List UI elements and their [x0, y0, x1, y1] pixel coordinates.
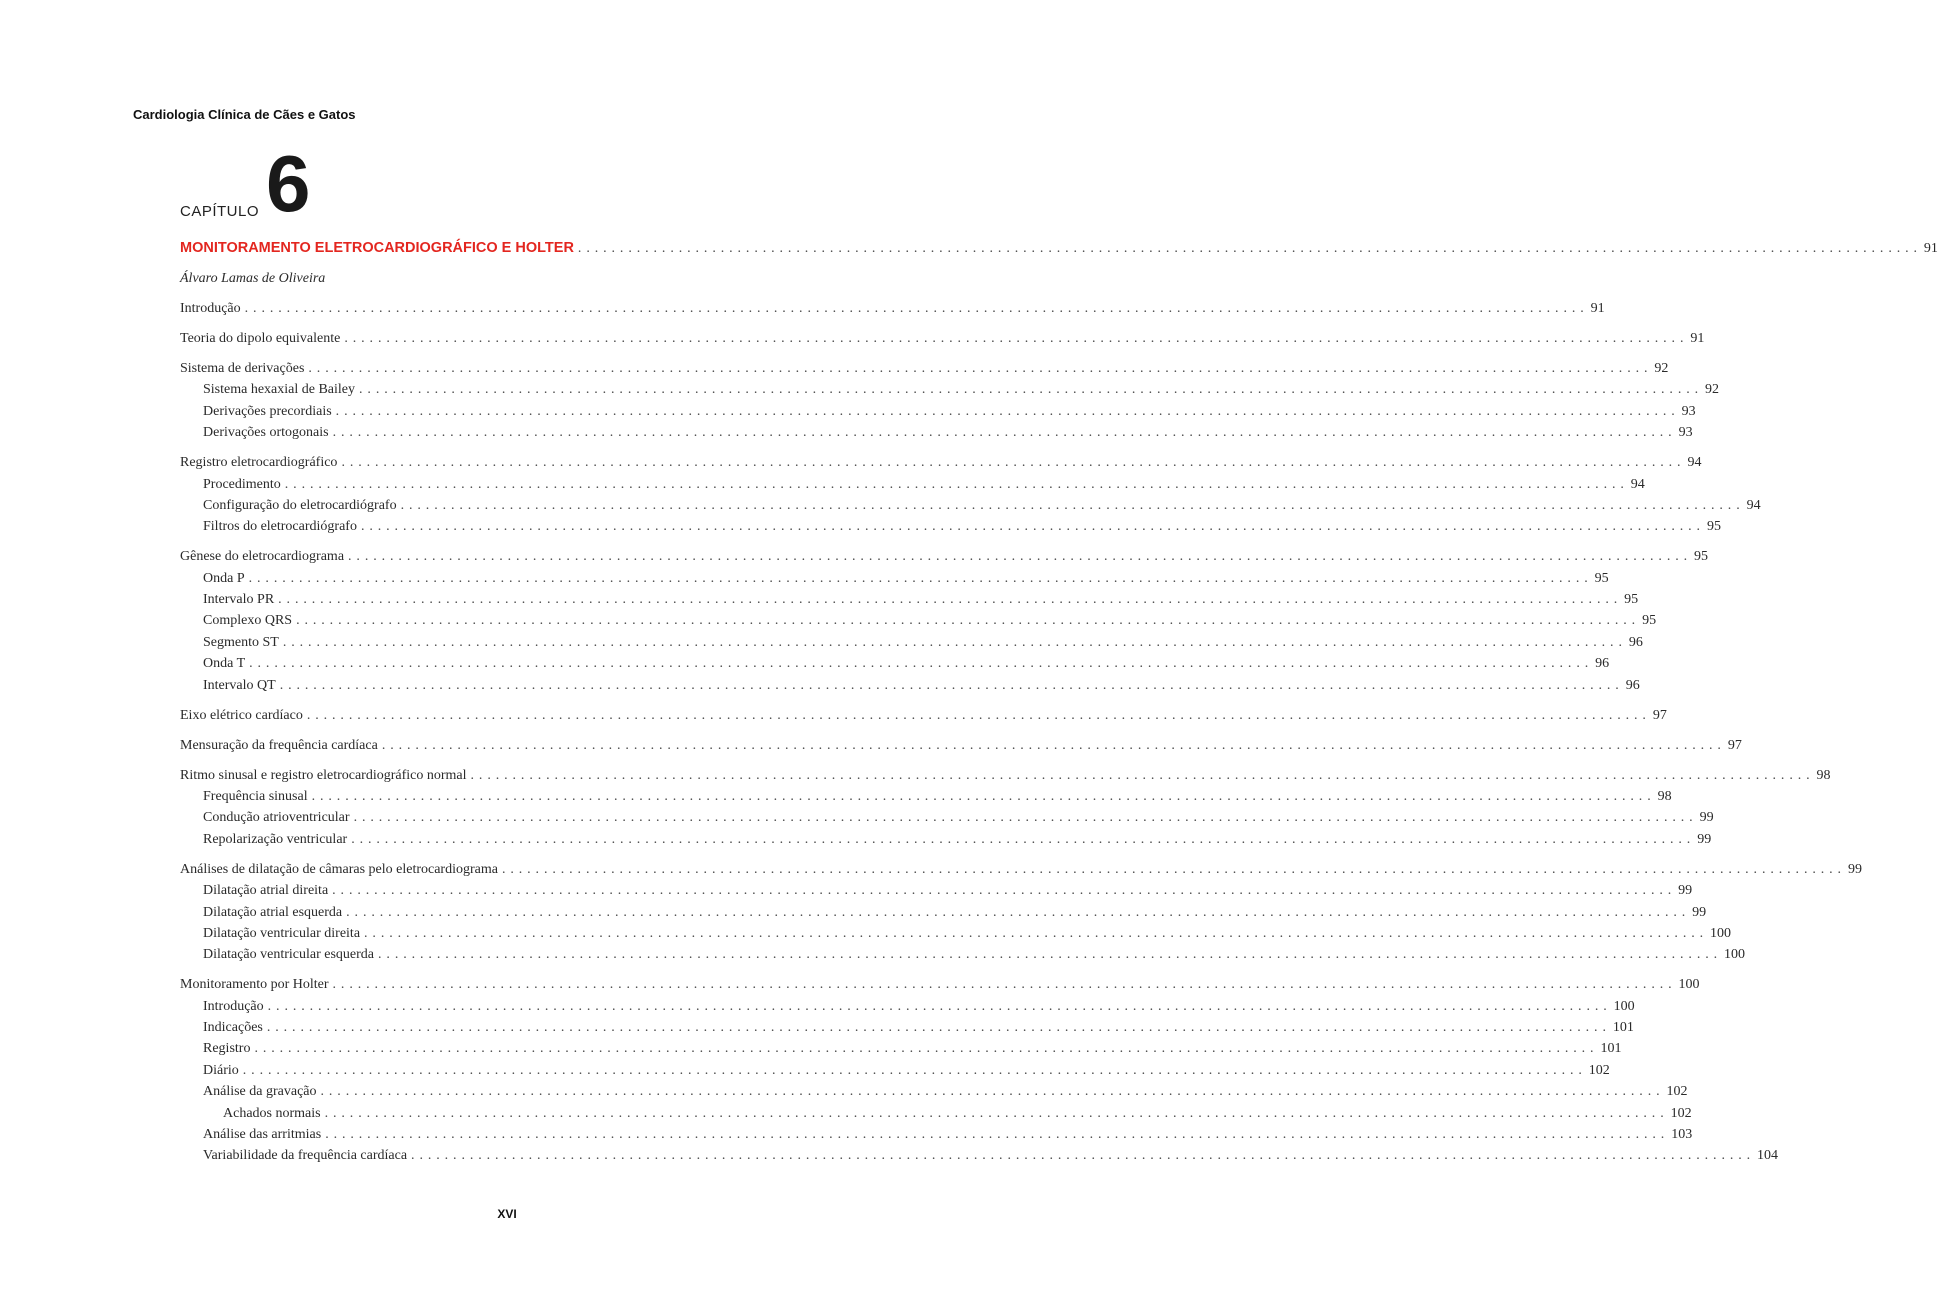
dot-leader: ................................................................................................................................................................ [378, 947, 1723, 963]
toc-entry-page: 101 [1612, 1020, 1634, 1036]
toc-entry-page: 99 [1678, 883, 1693, 899]
toc-entry-page: 93 [1678, 425, 1693, 441]
toc-entry-page: 99 [1692, 904, 1707, 920]
toc-entry-label: Variabilidade da frequência cardíaca [203, 1148, 408, 1164]
toc-entry-label: Condução atrioventricular [203, 810, 350, 826]
toc-entry-label: Análise da gravação [203, 1084, 317, 1100]
dot-leader: ................................................................................................................................................................ [332, 977, 1677, 993]
toc-entry[interactable] [180, 1020, 1634, 1041]
dot-leader: ................................................................................................................................................................ [244, 301, 1589, 316]
toc-entry[interactable] [180, 977, 1700, 998]
toc-entry[interactable] [180, 592, 1639, 613]
dot-leader: ................................................................................................................................................................ [266, 1020, 1611, 1036]
toc-entry[interactable] [180, 998, 1635, 1020]
chapter-title: MONITORAMENTO ELETROCARDIOGRÁFICO E HOLTER [180, 240, 574, 256]
dot-leader: ................................................................................................................................................................ [332, 883, 1677, 899]
toc-entry[interactable] [180, 677, 1640, 699]
toc-entry-page: 102 [1666, 1084, 1688, 1100]
dot-leader: ................................................................................................................................................................ [279, 677, 1624, 693]
chapter-author: Álvaro Lamas de Oliveira [180, 271, 326, 286]
toc-entry[interactable] [180, 904, 1707, 926]
toc-entry-label: Análise das arritmias [203, 1127, 322, 1143]
toc-entry[interactable] [180, 1041, 1622, 1062]
toc-entry[interactable] [180, 476, 1645, 498]
toc-entry-page: 97 [1652, 707, 1667, 723]
toc-entry-page: 96 [1628, 634, 1643, 650]
toc-entry[interactable] [180, 1127, 1693, 1148]
toc-entry[interactable] [180, 925, 1732, 947]
toc-entry[interactable] [180, 737, 1742, 759]
toc-entry-label: Dilatação atrial direita [203, 883, 329, 899]
toc-entry-page: 102 [1670, 1105, 1692, 1121]
toc-entry[interactable] [180, 301, 1605, 322]
toc-entry[interactable] [180, 831, 1712, 853]
dot-leader: ................................................................................................................................................................ [249, 656, 1594, 672]
toc-entry-label: Sistema de derivações [180, 360, 305, 376]
dot-leader: ................................................................................................................................................................ [332, 425, 1677, 441]
dot-leader: ................................................................................................................................................................ [470, 767, 1815, 783]
dot-leader: ................................................................................................................................................................ [351, 831, 1696, 847]
dot-leader: ................................................................................................................................................................ [284, 476, 1629, 492]
dot-leader: ................................................................................................................................................................ [346, 904, 1691, 920]
toc-entry-page: 98 [1816, 767, 1831, 783]
toc-entry[interactable] [180, 497, 1761, 519]
dot-leader: ................................................................................................................................................................ [311, 788, 1656, 804]
toc-entry[interactable] [180, 360, 1669, 382]
toc-entry-label: Onda P [203, 570, 245, 586]
toc-entry-label: Intervalo QT [203, 677, 276, 693]
toc-entry-label: Dilatação ventricular direita [203, 925, 361, 941]
toc-entry[interactable] [180, 519, 1721, 540]
toc-entry-page: 100 [1678, 977, 1700, 993]
toc-entry-page: 93 [1681, 403, 1696, 419]
chapter-title-page: 91 [1923, 241, 1938, 256]
toc-entry-page: 95 [1624, 592, 1639, 608]
dot-leader: ................................................................................................................................................................ [278, 592, 1623, 608]
table-of-contents [180, 240, 1938, 1170]
chapter-word: CAPÍTULO [180, 203, 260, 220]
toc-entry[interactable] [180, 613, 1657, 634]
toc-entry-page: 92 [1705, 382, 1720, 398]
toc-entry-page: 95 [1694, 549, 1709, 565]
toc-entry-page: 96 [1595, 656, 1610, 672]
dot-leader: ................................................................................................................................................................ [348, 549, 1693, 565]
chapter-title-row[interactable] [180, 240, 1938, 262]
dot-leader: ................................................................................................................................................................ [248, 570, 1593, 586]
toc-entry-label: Onda T [203, 656, 246, 672]
toc-entry[interactable] [180, 403, 1696, 425]
toc-entry-label: Repolarização ventricular [203, 831, 348, 847]
toc-entry-label: Registro eletrocardiográfico [180, 455, 338, 471]
dot-leader: ................................................................................................................................................................ [353, 810, 1698, 826]
dot-leader: ................................................................................................................................................................ [577, 241, 1922, 256]
toc-entry-page: 101 [1600, 1041, 1622, 1057]
dot-leader: ................................................................................................................................................................ [341, 455, 1686, 471]
toc-entry-page: 95 [1594, 570, 1609, 586]
toc-entry-label: Configuração do eletrocardiógrafo [203, 497, 397, 513]
toc-entry-label: Derivações precordiais [203, 403, 332, 419]
toc-entry-page: 100 [1613, 998, 1635, 1014]
toc-entry[interactable] [180, 767, 1831, 789]
dot-leader: ................................................................................................................................................................ [335, 403, 1680, 419]
toc-entry-page: 94 [1630, 476, 1645, 492]
toc-entry[interactable] [180, 1105, 1692, 1127]
toc-entry-label: Eixo elétrico cardíaco [180, 707, 303, 723]
toc-entry-page: 94 [1687, 455, 1702, 471]
toc-entry-page: 98 [1657, 788, 1672, 804]
toc-entry-page: 91 [1590, 301, 1605, 316]
toc-entry-label: Procedimento [203, 476, 281, 492]
toc-entry[interactable] [180, 810, 1714, 831]
dot-leader: ................................................................................................................................................................ [411, 1148, 1756, 1164]
toc-entry[interactable] [180, 883, 1693, 904]
toc-entry-label: Introdução [180, 301, 241, 316]
toc-entry[interactable] [180, 707, 1667, 729]
toc-entry-page: 100 [1724, 947, 1746, 963]
toc-entry-label: Análises de dilatação de câmaras pelo eletrocardiograma [180, 861, 498, 877]
toc-entry-page: 95 [1706, 519, 1721, 535]
toc-entry-page: 92 [1654, 360, 1669, 376]
toc-entry-label: Mensuração da frequência cardíaca [180, 737, 378, 753]
running-head: Cardiologia Clínica de Cães e Gatos [133, 107, 356, 122]
toc-entry-label: Dilatação ventricular esquerda [203, 947, 375, 963]
toc-entry-label: Intervalo PR [203, 592, 275, 608]
dot-leader: ................................................................................................................................................................ [242, 1062, 1587, 1078]
dot-leader: ................................................................................................................................................................ [360, 519, 1705, 535]
toc-entry-page: 97 [1727, 737, 1742, 753]
toc-entry-label: Complexo QRS [203, 613, 293, 629]
dot-leader: ................................................................................................................................................................ [320, 1084, 1665, 1100]
toc-entry-page: 99 [1699, 810, 1714, 826]
dot-leader: ................................................................................................................................................................ [282, 634, 1627, 650]
toc-entry-label: Dilatação atrial esquerda [203, 904, 343, 920]
toc-entry[interactable] [180, 1148, 1779, 1169]
toc-entry-label: Monitoramento por Holter [180, 977, 329, 993]
dot-leader: ................................................................................................................................................................ [306, 707, 1651, 723]
toc-entry-label: Introdução [203, 998, 264, 1014]
toc-entry-page: 95 [1642, 613, 1657, 629]
toc-entry-page: 96 [1625, 677, 1640, 693]
toc-entry-page: 91 [1690, 330, 1705, 346]
toc-entry[interactable] [180, 634, 1643, 656]
toc-entry[interactable] [180, 656, 1610, 677]
toc-entry[interactable] [180, 382, 1720, 403]
chapter-number: 6 [266, 139, 311, 228]
toc-entry-label: Indicações [203, 1020, 263, 1036]
toc-entry[interactable] [180, 788, 1672, 810]
dot-leader: ................................................................................................................................................................ [308, 360, 1653, 376]
toc-entry[interactable] [180, 1062, 1610, 1084]
toc-entry-page: 102 [1588, 1062, 1610, 1078]
toc-entry[interactable] [180, 861, 1862, 883]
toc-entry-page: 104 [1757, 1148, 1779, 1164]
toc-entry-page: 99 [1847, 861, 1862, 877]
dot-leader: ................................................................................................................................................................ [296, 613, 1641, 629]
toc-entry-page: 100 [1710, 925, 1732, 941]
toc-entry[interactable] [180, 1084, 1688, 1105]
toc-entry-label: Teoria do dipolo equivalente [180, 330, 341, 346]
toc-entries [180, 301, 1862, 1170]
toc-entry-label: Achados normais [223, 1105, 321, 1121]
dot-leader: ................................................................................................................................................................ [400, 497, 1745, 513]
toc-entry[interactable] [180, 549, 1709, 570]
dot-leader: ................................................................................................................................................................ [501, 861, 1846, 877]
toc-entry[interactable] [180, 425, 1693, 446]
toc-entry-page: 99 [1697, 831, 1712, 847]
dot-leader: ................................................................................................................................................................ [381, 737, 1726, 753]
toc-entry-label: Registro [203, 1041, 251, 1057]
dot-leader: ................................................................................................................................................................ [254, 1041, 1599, 1057]
toc-entry-page: 103 [1671, 1127, 1693, 1143]
dot-leader: ................................................................................................................................................................ [324, 1105, 1669, 1121]
dot-leader: ................................................................................................................................................................ [344, 330, 1689, 346]
toc-entry[interactable] [180, 330, 1705, 352]
dot-leader: ................................................................................................................................................................ [359, 382, 1704, 398]
toc-entry-label: Sistema hexaxial de Bailey [203, 382, 356, 398]
dot-leader: ................................................................................................................................................................ [325, 1127, 1670, 1143]
toc-entry-label: Derivações ortogonais [203, 425, 329, 441]
toc-entry-label: Ritmo sinusal e registro eletrocardiográfico normal [180, 767, 467, 783]
toc-entry[interactable] [180, 455, 1702, 476]
toc-entry-label: Frequência sinusal [203, 788, 308, 804]
dot-leader: ................................................................................................................................................................ [364, 925, 1709, 941]
toc-entry-label: Gênese do eletrocardiograma [180, 549, 345, 565]
toc-entry-page: 94 [1746, 497, 1761, 513]
toc-entry-label: Segmento ST [203, 634, 279, 650]
page-folio: XVI [497, 1207, 517, 1221]
toc-entry-label: Filtros do eletrocardiógrafo [203, 519, 357, 535]
toc-entry[interactable] [180, 947, 1746, 968]
toc-entry-label: Diário [203, 1062, 239, 1078]
dot-leader: ................................................................................................................................................................ [267, 998, 1612, 1014]
toc-entry[interactable] [180, 570, 1609, 592]
